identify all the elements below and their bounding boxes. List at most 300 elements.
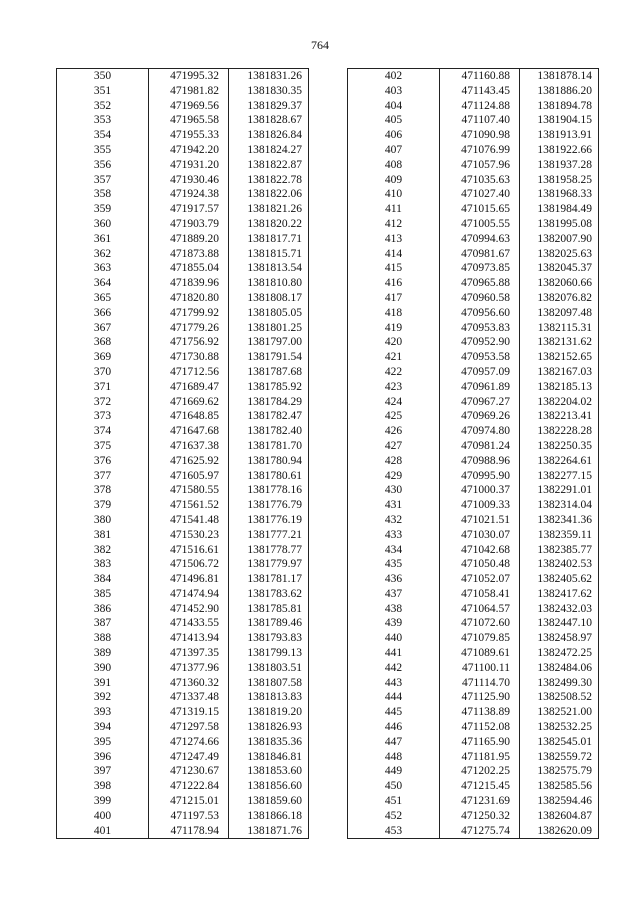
y-coordinate: 1382076.82 [520,291,599,306]
table-row [57,173,309,188]
table-row [348,824,599,839]
y-coordinate: 1382508.52 [520,690,599,705]
point-number: 369 [57,350,149,365]
y-coordinate: 1382291.01 [520,483,599,498]
y-coordinate: 1381793.83 [229,631,309,646]
point-number: 381 [57,528,149,543]
x-coordinate: 471076.99 [440,143,520,158]
y-coordinate: 1382007.90 [520,232,599,247]
y-coordinate: 1382575.79 [520,764,599,779]
table-row [57,321,309,336]
y-coordinate: 1382402.53 [520,557,599,572]
point-number: 374 [57,424,149,439]
x-coordinate: 471202.25 [440,764,520,779]
table-row [348,661,599,676]
table-row [348,261,599,276]
point-number: 368 [57,335,149,350]
x-coordinate: 471889.20 [149,232,229,247]
y-coordinate: 1381780.61 [229,469,309,484]
x-coordinate: 471648.85 [149,409,229,424]
point-number: 376 [57,454,149,469]
table-row [57,335,309,350]
point-number: 385 [57,587,149,602]
x-coordinate: 471839.96 [149,276,229,291]
table-row [348,306,599,321]
point-number: 449 [348,764,440,779]
point-number: 438 [348,602,440,617]
point-number: 428 [348,454,440,469]
point-number: 395 [57,735,149,750]
table-row [348,631,599,646]
x-coordinate: 470957.09 [440,365,520,380]
x-coordinate: 471965.58 [149,113,229,128]
y-coordinate: 1382604.87 [520,809,599,824]
point-number: 390 [57,661,149,676]
x-coordinate: 471930.46 [149,173,229,188]
table-row [348,409,599,424]
point-number: 406 [348,128,440,143]
point-number: 399 [57,794,149,809]
y-coordinate: 1381821.26 [229,202,309,217]
x-coordinate: 471215.45 [440,779,520,794]
x-coordinate: 471125.90 [440,690,520,705]
point-number: 364 [57,276,149,291]
table-row [348,173,599,188]
x-coordinate: 471931.20 [149,158,229,173]
x-coordinate: 471250.32 [440,809,520,824]
x-coordinate: 471712.56 [149,365,229,380]
point-number: 435 [348,557,440,572]
x-coordinate: 471337.48 [149,690,229,705]
point-number: 410 [348,187,440,202]
x-coordinate: 471855.04 [149,261,229,276]
point-number: 394 [57,720,149,735]
x-coordinate: 470953.83 [440,321,520,336]
point-number: 434 [348,543,440,558]
x-coordinate: 471669.62 [149,395,229,410]
table-row [57,809,309,824]
y-coordinate: 1382213.41 [520,409,599,424]
y-coordinate: 1382167.03 [520,365,599,380]
table-row [348,247,599,262]
y-coordinate: 1382152.65 [520,350,599,365]
point-number: 366 [57,306,149,321]
y-coordinate: 1381813.54 [229,261,309,276]
y-coordinate: 1381805.05 [229,306,309,321]
table-row [57,350,309,365]
x-coordinate: 471215.01 [149,794,229,809]
point-number: 446 [348,720,440,735]
point-number: 418 [348,306,440,321]
x-coordinate: 471377.96 [149,661,229,676]
x-coordinate: 471506.72 [149,557,229,572]
x-coordinate: 471756.92 [149,335,229,350]
table-row [57,291,309,306]
y-coordinate: 1381822.87 [229,158,309,173]
y-coordinate: 1382559.72 [520,750,599,765]
x-coordinate: 471625.92 [149,454,229,469]
x-coordinate: 471057.96 [440,158,520,173]
x-coordinate: 470965.88 [440,276,520,291]
table-row [348,113,599,128]
y-coordinate: 1382472.25 [520,646,599,661]
y-coordinate: 1381995.08 [520,217,599,232]
table-row [57,824,309,839]
table-row [348,602,599,617]
table-row [57,572,309,587]
x-coordinate: 470953.58 [440,350,520,365]
x-coordinate: 471274.66 [149,735,229,750]
y-coordinate: 1381780.94 [229,454,309,469]
x-coordinate: 471222.84 [149,779,229,794]
point-number: 451 [348,794,440,809]
x-coordinate: 471107.40 [440,113,520,128]
x-coordinate: 471360.32 [149,676,229,691]
point-number: 350 [57,69,149,84]
y-coordinate: 1381777.21 [229,528,309,543]
point-number: 416 [348,276,440,291]
table-row [348,217,599,232]
table-row [57,543,309,558]
table-row [348,143,599,158]
table-row [348,690,599,705]
y-coordinate: 1381791.54 [229,350,309,365]
y-coordinate: 1382185.13 [520,380,599,395]
table-row [348,232,599,247]
x-coordinate: 471197.53 [149,809,229,824]
y-coordinate: 1381803.51 [229,661,309,676]
x-coordinate: 471079.85 [440,631,520,646]
point-number: 357 [57,173,149,188]
x-coordinate: 471779.26 [149,321,229,336]
point-number: 423 [348,380,440,395]
x-coordinate: 471165.90 [440,735,520,750]
point-number: 360 [57,217,149,232]
table-row [348,291,599,306]
point-number: 400 [57,809,149,824]
point-number: 440 [348,631,440,646]
point-number: 419 [348,321,440,336]
table-row [57,705,309,720]
x-coordinate: 470961.89 [440,380,520,395]
x-coordinate: 470973.85 [440,261,520,276]
point-number: 378 [57,483,149,498]
x-coordinate: 471035.63 [440,173,520,188]
point-number: 424 [348,395,440,410]
y-coordinate: 1381820.22 [229,217,309,232]
point-number: 361 [57,232,149,247]
y-coordinate: 1382521.00 [520,705,599,720]
y-coordinate: 1381958.25 [520,173,599,188]
point-number: 405 [348,113,440,128]
point-number: 437 [348,587,440,602]
point-number: 396 [57,750,149,765]
y-coordinate: 1382484.06 [520,661,599,676]
table-row [57,498,309,513]
point-number: 382 [57,543,149,558]
table-row [348,202,599,217]
x-coordinate: 470956.60 [440,306,520,321]
x-coordinate: 471058.41 [440,587,520,602]
point-number: 422 [348,365,440,380]
y-coordinate: 1381829.37 [229,99,309,114]
x-coordinate: 470981.24 [440,439,520,454]
y-coordinate: 1382204.02 [520,395,599,410]
y-coordinate: 1381826.84 [229,128,309,143]
point-number: 354 [57,128,149,143]
y-coordinate: 1381779.97 [229,557,309,572]
point-number: 379 [57,498,149,513]
y-coordinate: 1381781.17 [229,572,309,587]
y-coordinate: 1381859.60 [229,794,309,809]
y-coordinate: 1381782.40 [229,424,309,439]
table-row [348,750,599,765]
x-coordinate: 471903.79 [149,217,229,232]
x-coordinate: 471064.57 [440,602,520,617]
table-row [348,543,599,558]
x-coordinate: 471452.90 [149,602,229,617]
table-row [348,705,599,720]
table-row [57,646,309,661]
point-number: 375 [57,439,149,454]
table-row [57,232,309,247]
point-number: 433 [348,528,440,543]
y-coordinate: 1382250.35 [520,439,599,454]
x-coordinate: 471397.35 [149,646,229,661]
y-coordinate: 1382314.04 [520,498,599,513]
point-number: 429 [348,469,440,484]
y-coordinate: 1382359.11 [520,528,599,543]
point-number: 359 [57,202,149,217]
table-row [348,646,599,661]
table-row [348,513,599,528]
y-coordinate: 1381787.68 [229,365,309,380]
table-row [348,498,599,513]
y-coordinate: 1382115.31 [520,321,599,336]
table-row [348,321,599,336]
y-coordinate: 1381937.28 [520,158,599,173]
x-coordinate: 471114.70 [440,676,520,691]
y-coordinate: 1381904.15 [520,113,599,128]
y-coordinate: 1382385.77 [520,543,599,558]
x-coordinate: 471516.61 [149,543,229,558]
y-coordinate: 1381856.60 [229,779,309,794]
table-row [348,794,599,809]
y-coordinate: 1382458.97 [520,631,599,646]
point-number: 439 [348,616,440,631]
y-coordinate: 1382025.63 [520,247,599,262]
table-row [348,128,599,143]
y-coordinate: 1381878.14 [520,69,599,84]
point-number: 442 [348,661,440,676]
y-coordinate: 1382620.09 [520,824,599,839]
table-row [348,187,599,202]
point-number: 371 [57,380,149,395]
table-row [57,483,309,498]
y-coordinate: 1381799.13 [229,646,309,661]
x-coordinate: 471637.38 [149,439,229,454]
table-row [57,424,309,439]
point-number: 408 [348,158,440,173]
x-coordinate: 471873.88 [149,247,229,262]
table-row [57,690,309,705]
table-row [57,69,309,84]
x-coordinate: 471247.49 [149,750,229,765]
x-coordinate: 471799.92 [149,306,229,321]
coordinate-table-left [56,68,309,839]
table-row [57,469,309,484]
table-row [57,409,309,424]
table-row [57,217,309,232]
table-row [57,276,309,291]
x-coordinate: 471530.23 [149,528,229,543]
y-coordinate: 1381784.29 [229,395,309,410]
point-number: 425 [348,409,440,424]
point-number: 411 [348,202,440,217]
table-row [348,69,599,84]
x-coordinate: 471005.55 [440,217,520,232]
x-coordinate: 471160.88 [440,69,520,84]
x-coordinate: 471955.33 [149,128,229,143]
x-coordinate: 471541.48 [149,513,229,528]
y-coordinate: 1381778.77 [229,543,309,558]
point-number: 384 [57,572,149,587]
y-coordinate: 1382228.28 [520,424,599,439]
y-coordinate: 1381984.49 [520,202,599,217]
x-coordinate: 471820.80 [149,291,229,306]
x-coordinate: 471319.15 [149,705,229,720]
point-number: 387 [57,616,149,631]
table-row [57,587,309,602]
point-number: 404 [348,99,440,114]
y-coordinate: 1382131.62 [520,335,599,350]
y-coordinate: 1381913.91 [520,128,599,143]
table-row [348,439,599,454]
x-coordinate: 470994.63 [440,232,520,247]
y-coordinate: 1381826.93 [229,720,309,735]
y-coordinate: 1381810.80 [229,276,309,291]
point-number: 402 [348,69,440,84]
table-row [348,735,599,750]
table-row [348,483,599,498]
table-row [57,380,309,395]
x-coordinate: 470952.90 [440,335,520,350]
table-row [348,528,599,543]
point-number: 370 [57,365,149,380]
point-number: 413 [348,232,440,247]
x-coordinate: 471969.56 [149,99,229,114]
y-coordinate: 1382545.01 [520,735,599,750]
x-coordinate: 471917.57 [149,202,229,217]
point-number: 401 [57,824,149,839]
table-row [348,469,599,484]
y-coordinate: 1382594.46 [520,794,599,809]
point-number: 380 [57,513,149,528]
y-coordinate: 1381866.18 [229,809,309,824]
x-coordinate: 471143.45 [440,84,520,99]
y-coordinate: 1381783.62 [229,587,309,602]
table-row [57,779,309,794]
x-coordinate: 470988.96 [440,454,520,469]
x-coordinate: 471030.07 [440,528,520,543]
y-coordinate: 1381808.17 [229,291,309,306]
point-number: 383 [57,557,149,572]
table-row [348,380,599,395]
table-row [348,764,599,779]
table-row [57,439,309,454]
y-coordinate: 1382432.03 [520,602,599,617]
y-coordinate: 1382405.62 [520,572,599,587]
point-number: 358 [57,187,149,202]
point-number: 386 [57,602,149,617]
point-number: 414 [348,247,440,262]
point-number: 443 [348,676,440,691]
y-coordinate: 1381782.47 [229,409,309,424]
table-row [57,143,309,158]
y-coordinate: 1381922.66 [520,143,599,158]
table-row [348,335,599,350]
point-number: 415 [348,261,440,276]
point-number: 365 [57,291,149,306]
y-coordinate: 1381830.35 [229,84,309,99]
y-coordinate: 1382532.25 [520,720,599,735]
table-row [57,84,309,99]
table-row [348,676,599,691]
y-coordinate: 1381822.06 [229,187,309,202]
point-number: 355 [57,143,149,158]
table-row [348,99,599,114]
table-row [348,158,599,173]
y-coordinate: 1381886.20 [520,84,599,99]
table-row [57,557,309,572]
y-coordinate: 1381785.92 [229,380,309,395]
y-coordinate: 1381835.36 [229,735,309,750]
y-coordinate: 1382499.30 [520,676,599,691]
table-row [57,631,309,646]
x-coordinate: 471124.88 [440,99,520,114]
x-coordinate: 471000.37 [440,483,520,498]
x-coordinate: 471050.48 [440,557,520,572]
table-row [348,557,599,572]
x-coordinate: 471042.68 [440,543,520,558]
y-coordinate: 1381813.83 [229,690,309,705]
point-number: 391 [57,676,149,691]
x-coordinate: 471231.69 [440,794,520,809]
y-coordinate: 1382264.61 [520,454,599,469]
table-row [57,735,309,750]
x-coordinate: 470969.26 [440,409,520,424]
table-row [57,158,309,173]
y-coordinate: 1382341.36 [520,513,599,528]
table-row [348,454,599,469]
y-coordinate: 1381776.19 [229,513,309,528]
table-row [57,128,309,143]
table-row [57,616,309,631]
point-number: 397 [57,764,149,779]
point-number: 421 [348,350,440,365]
table-row [57,794,309,809]
x-coordinate: 470974.80 [440,424,520,439]
table-row [348,720,599,735]
x-coordinate: 471561.52 [149,498,229,513]
point-number: 392 [57,690,149,705]
y-coordinate: 1381871.76 [229,824,309,839]
y-coordinate: 1381801.25 [229,321,309,336]
point-number: 445 [348,705,440,720]
page-number: 764 [311,38,329,52]
y-coordinate: 1381968.33 [520,187,599,202]
table-row [57,261,309,276]
